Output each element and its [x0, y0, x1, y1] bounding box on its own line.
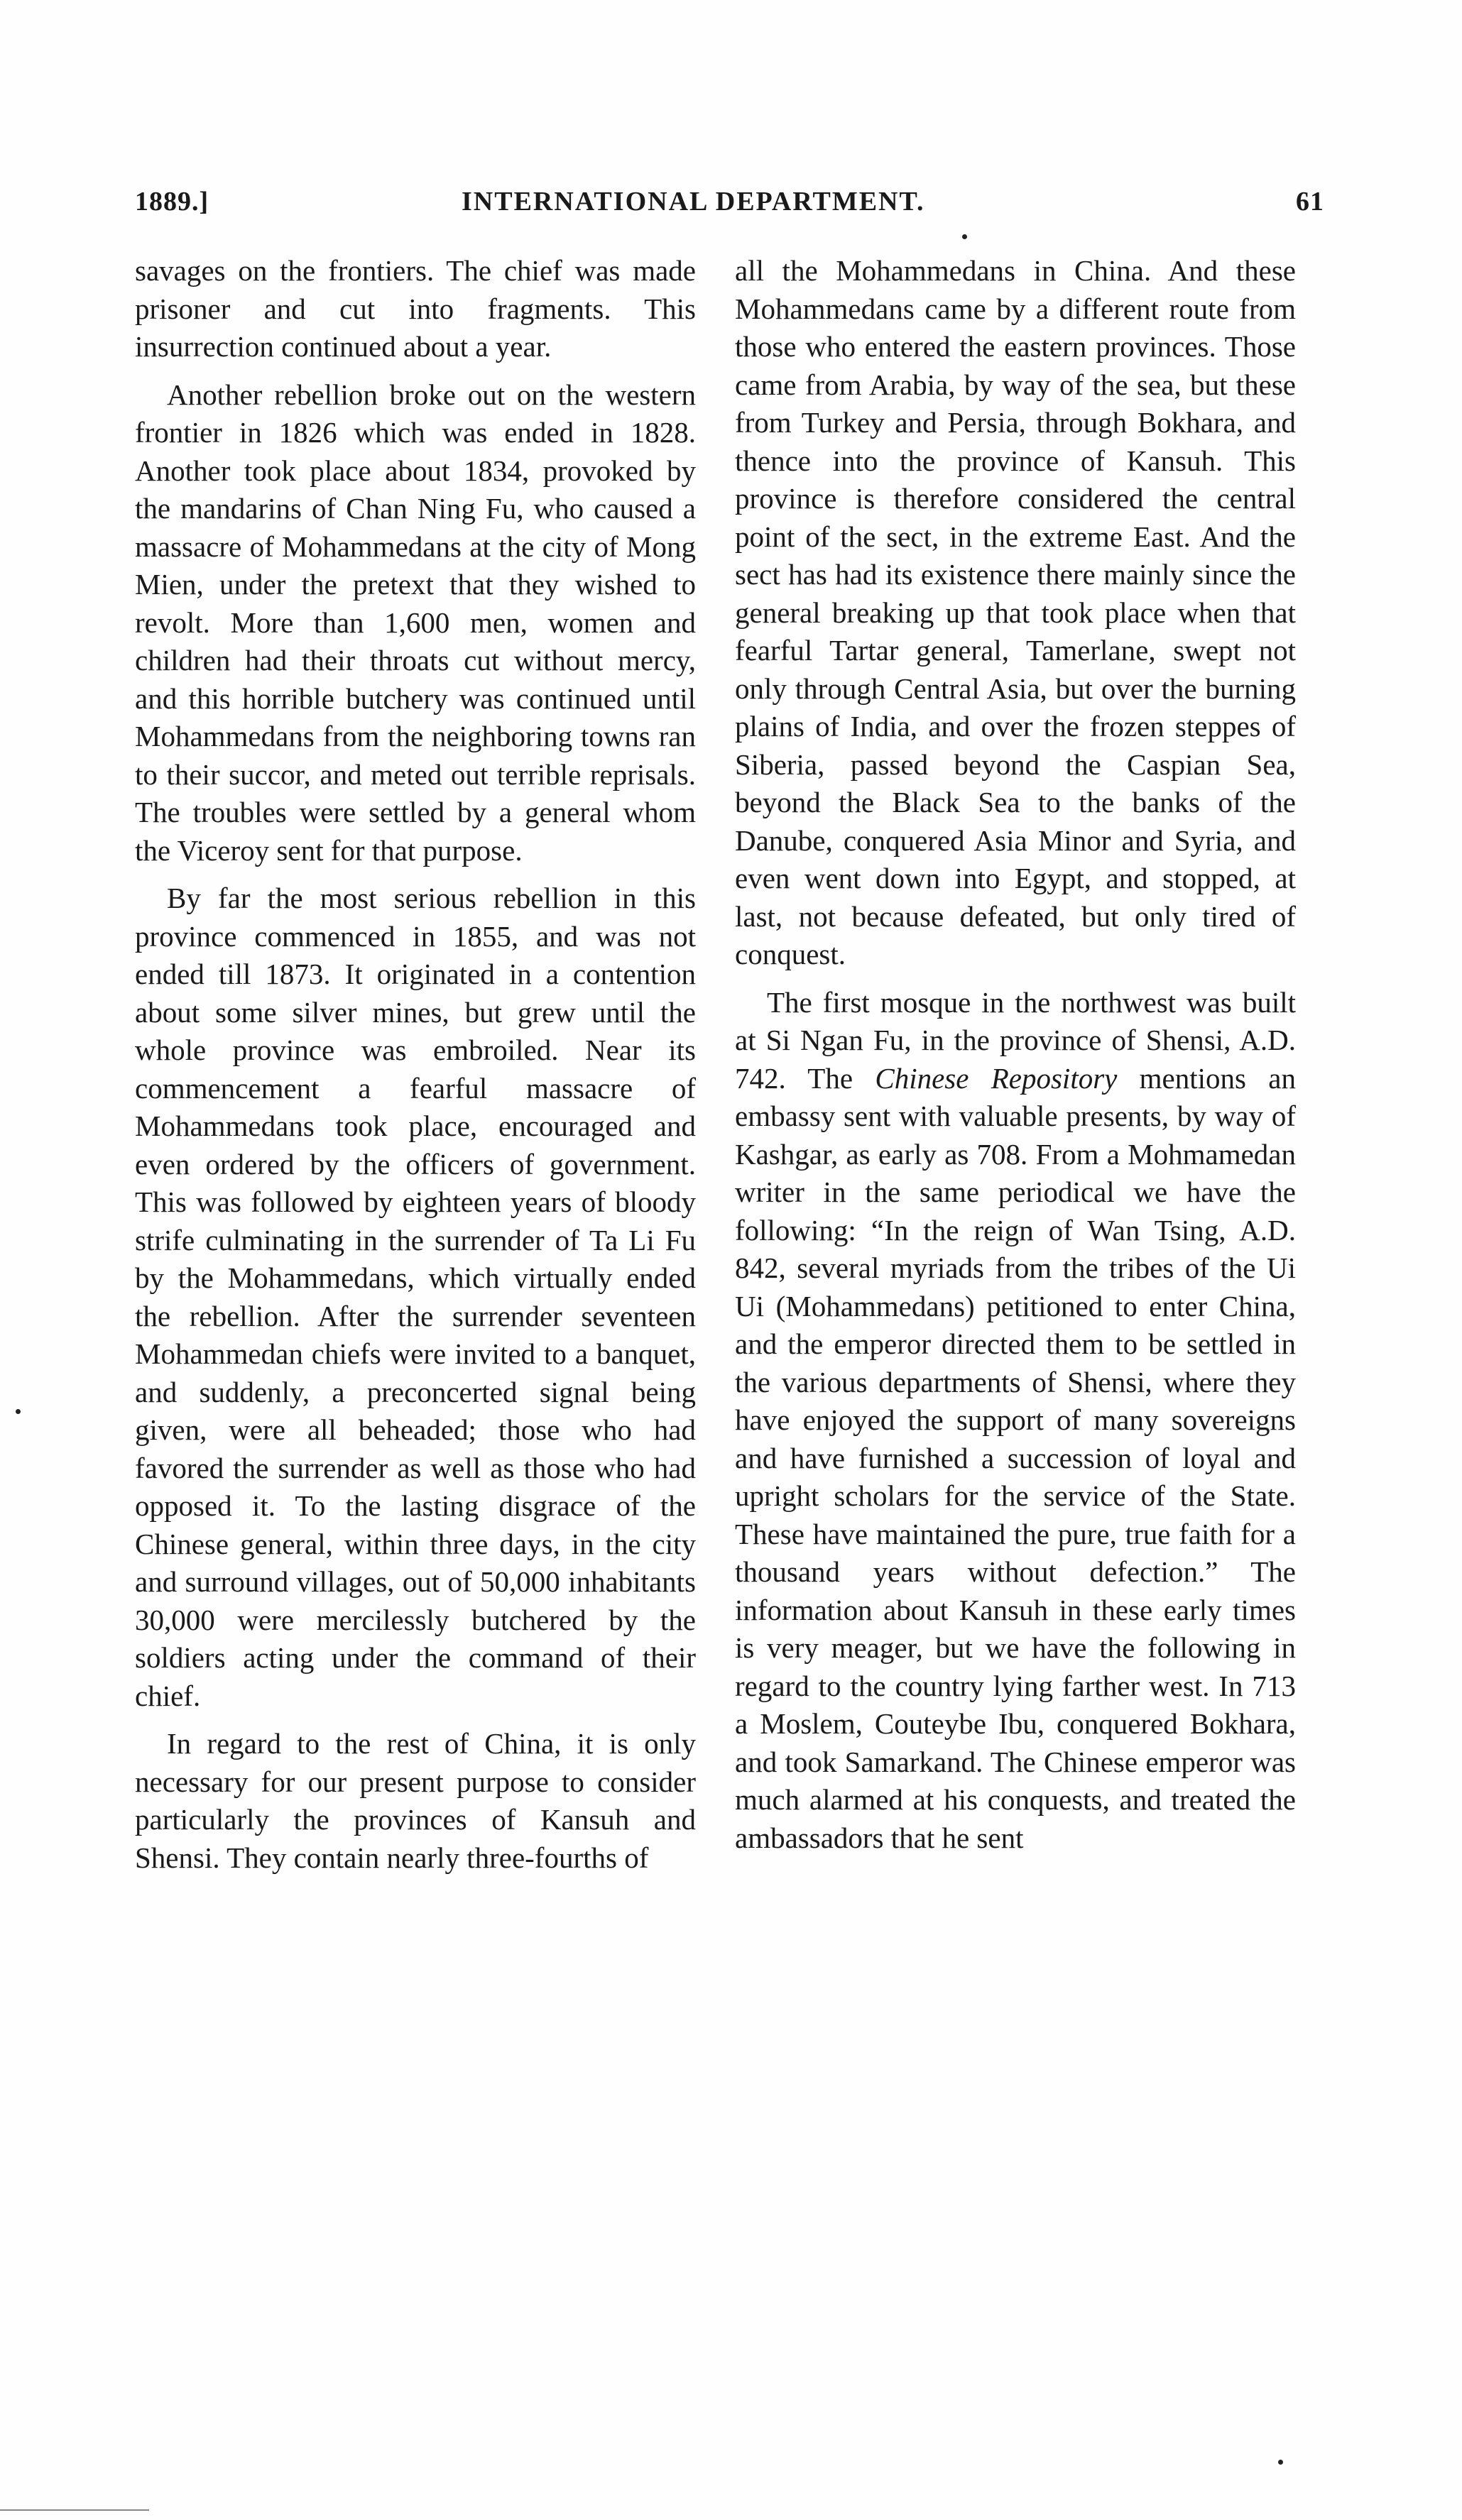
paragraph: Another rebellion broke out on the western frontier in 1826 which was ended in 1828. Another took place about 1834, provoked by the mandarins of Chan Ning Fu, who caused a massacre of Mohammedans at the city of Mong Mien, under the pretext that they wished to revolt. More than 1,600 men, women and children had their throats cut without mercy, and this horrible butchery was continued until Mohammedans from the neighboring towns ran to their succor, and meted out terrible reprisals. The troubles were settled by a general whom the Viceroy sent for that purpose.	[135, 378, 696, 867]
stray-dot-mark	[962, 234, 967, 239]
italic-title: Chinese Repository	[875, 1061, 1118, 1095]
header-year: 1889.]	[135, 187, 209, 217]
header-title: INTERNATIONAL DEPARTMENT.	[462, 187, 925, 217]
paragraph	[735, 984, 1296, 1858]
paragraph-text: mentions an embassy sent with valuable presents, by way of Kashgar, as early as 708. From a Mohmamedan writer in the same periodical we have the following: “In the reign of Wan Tsing, A.D. 842, several myriads from the tribes of the Ui Ui (Mohammedans) petitioned to enter China, and the emperor directed them to be settled in the various departments of Shensi, where they have enjoyed the support of many sovereigns and have furnished a succession of loyal and upright scholars for the service of the State. These have maintained the pure, true faith for a thousand years without defection.” The information about Kansuh in these early times is very meager, but we have the following in regard to the country lying farther west. In 713 a Moslem, Couteybe Ibu, conquered Bokhara, and took Samarkand. The Chinese emperor was much alarmed at his conquests, and treated the ambassadors that he sent	[735, 1061, 1296, 1854]
left-column	[135, 252, 696, 1887]
right-column	[735, 252, 1296, 1867]
bottom-rule	[0, 2509, 149, 2511]
paragraph: savages on the frontiers. The chief was made prisoner and cut into fragments. This insurrection continued about a year.	[135, 254, 696, 363]
page-number: 61	[1296, 187, 1324, 217]
paragraph: In regard to the rest of China, it is only necessary for our present purpose to consider particularly the provinces of Kansuh and Shensi. They contain nearly three-fourths of	[135, 1727, 696, 1874]
paragraph: all the Mohammedans in China. And these Mohammedans came by a different route from those who entered the eastern provinces. Those came from Arabia, by way of the sea, but these from Turkey and Persia, through Bokhara, and thence into the province of Kansuh. This province is therefore considered the central point of the sect, in the extreme East. And the sect has had its existence there mainly since the general breaking up that took place when that fearful Tartar general, Tamerlane, swept not only through Central Asia, but over the burning plains of India, and over the frozen steppes of Siberia, passed beyond the Caspian Sea, beyond the Black Sea to the banks of the Danube, conquered Asia Minor and Syria, and even went down into Egypt, and stopped, at last, not because defeated, but only tired of conquest.	[735, 254, 1296, 970]
stray-dot-mark	[16, 1409, 21, 1414]
running-head	[135, 186, 1324, 229]
paragraph: By far the most serious rebellion in this province commenced in 1855, and was not ended till 1873. It originated in a contention about some silver mines, but grew until the whole province was embroiled. Near its commencement a fearful massacre of Mohammedans took place, encouraged and even ordered by the officers of government. This was followed by eighteen years of bloody strife culminating in the surrender of Ta Li Fu by the Mohammedans, which virtually ended the rebellion. After the surrender seventeen Mohammedan chiefs were invited to a banquet, and suddenly, a preconcerted signal being given, were all beheaded; those who had favored the surrender as well as those who had opposed it. To the lasting disgrace of the Chinese general, within three days, in the city and surround villages, out of 50,000 inhabitants 30,000 were mercilessly butchered by the soldiers acting under the command of their chief.	[135, 882, 696, 1712]
paragraph-text: The first mosque in the northwest was built at Si Ngan Fu, in the province of Shensi, A.D. 742. The	[735, 985, 1296, 1095]
stray-dot-mark	[1278, 2460, 1283, 2465]
